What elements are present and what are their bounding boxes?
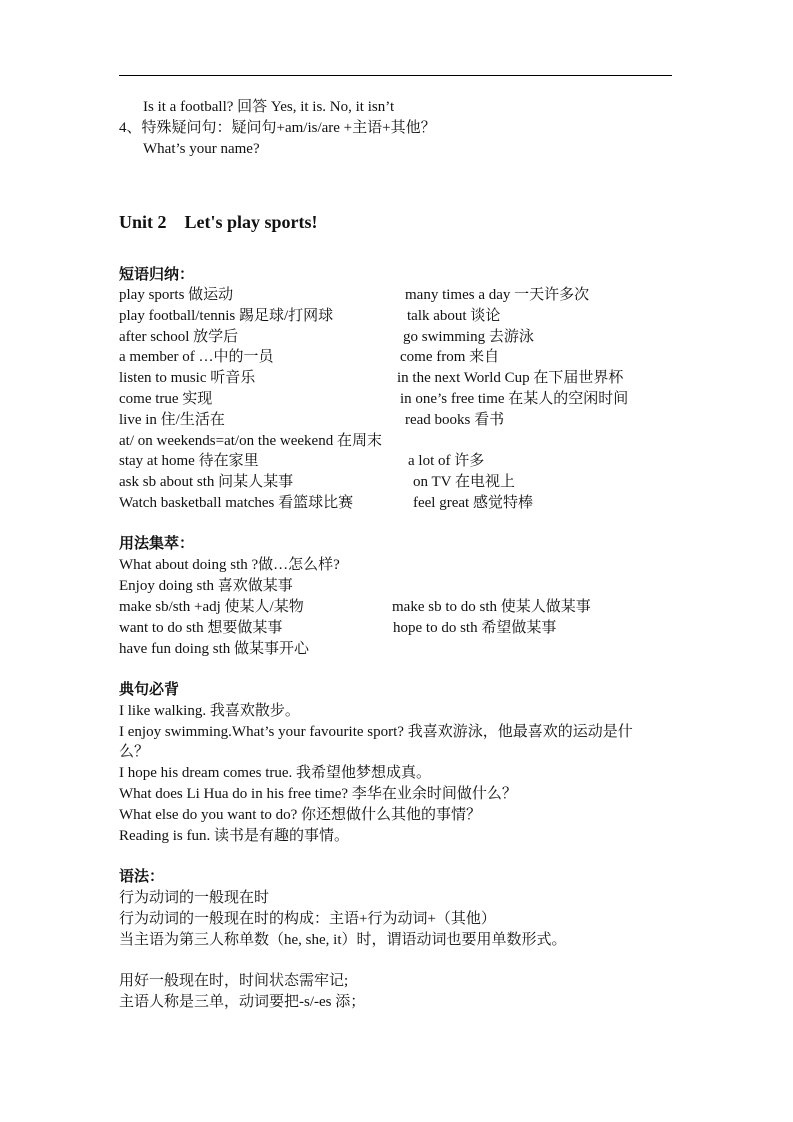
top-line-1: Is it a football? 回答 Yes, it is. No, it isn’t (143, 99, 395, 115)
phrase-right-9: a lot of 许多 (408, 453, 485, 469)
sentence-4: What does Li Hua do in his free time? 李华在业余时间做什么？ (119, 786, 517, 802)
phrases-heading: 短语归纳： (119, 267, 195, 283)
phrase-left-2: play football/tennis 踢足球/打网球 (119, 308, 334, 324)
header-rule (119, 75, 672, 76)
phrase-left-3: after school 放学后 (119, 329, 239, 345)
usage-left-5: have fun doing sth 做某事开心 (119, 641, 309, 657)
phrase-right-4: come from 来自 (400, 349, 500, 365)
phrase-left-11: Watch basketball matches 看篮球比赛 (119, 495, 354, 511)
phrase-left-1: play sports 做运动 (119, 287, 234, 303)
grammar-rhyme-2: 主语人称是三单，动词要把-s/-es 添； (119, 994, 366, 1010)
phrase-left-7: live in 住/生活在 (119, 412, 225, 428)
grammar-line-1: 行为动词的一般现在时 (119, 890, 270, 906)
phrase-left-5: listen to music 听音乐 (119, 370, 256, 386)
top-line-3: What’s your name? (143, 141, 260, 157)
phrase-right-5: in the next World Cup 在下届世界杯 (397, 370, 624, 386)
grammar-rhyme-1: 用好一般现在时，时间状态需牢记; (119, 973, 349, 989)
grammar-heading: 语法： (119, 869, 165, 885)
phrase-left-8: at/ on weekends=at/on the weekend 在周末 (119, 433, 382, 449)
sentence-2: I enjoy swimming.What’s your favourite sport? 我喜欢游泳，他最喜欢的运动是什 (119, 724, 633, 740)
phrase-right-1: many times a day 一天许多次 (405, 287, 590, 303)
usage-left-4: want to do sth 想要做某事 (119, 620, 283, 636)
phrase-right-6: in one’s free time 在某人的空闲时间 (400, 391, 629, 407)
phrase-left-4: a member of …中的一员 (119, 349, 274, 365)
usage-left-2: Enjoy doing sth 喜欢做某事 (119, 578, 293, 594)
sentence-1: I like walking. 我喜欢散步。 (119, 703, 300, 719)
usage-left-1: What about doing sth ?做…怎么样? (119, 557, 340, 573)
usage-left-3: make sb/sth +adj 使某人/某物 (119, 599, 304, 615)
sentence-5: What else do you want to do? 你还想做什么其他的事情？ (119, 807, 482, 823)
phrase-right-3: go swimming 去游泳 (403, 329, 534, 345)
grammar-line-3: 当主语为第三人称单数（he, she, it）时，谓语动词也要用单数形式。 (119, 932, 567, 948)
phrase-left-6: come true 实现 (119, 391, 213, 407)
sentences-heading: 典句必背 (119, 682, 180, 698)
top-line-2: 4、特殊疑问句：疑问句+am/is/are +主语+其他？ (119, 120, 436, 136)
phrase-left-10: ask sb about sth 问某人某事 (119, 474, 294, 490)
usage-heading: 用法集萃： (119, 536, 195, 552)
phrase-right-11: feel great 感觉特棒 (413, 495, 533, 511)
usage-right-3: make sb to do sth 使某人做某事 (392, 599, 591, 615)
phrase-right-2: talk about 谈论 (407, 308, 501, 324)
phrase-right-10: on TV 在电视上 (413, 474, 515, 490)
phrase-right-7: read books 看书 (405, 412, 505, 428)
phrase-left-9: stay at home 待在家里 (119, 453, 259, 469)
usage-right-4: hope to do sth 希望做某事 (393, 620, 557, 636)
sentence-2-cont: 么？ (119, 744, 150, 760)
sentence-6: Reading is fun. 读书是有趣的事情。 (119, 828, 349, 844)
sentence-3: I hope his dream comes true. 我希望他梦想成真。 (119, 765, 432, 781)
grammar-line-2: 行为动词的一般现在时的构成：主语+行为动词+（其他） (119, 911, 496, 927)
unit-title: Unit 2 Let's play sports! (119, 212, 318, 232)
